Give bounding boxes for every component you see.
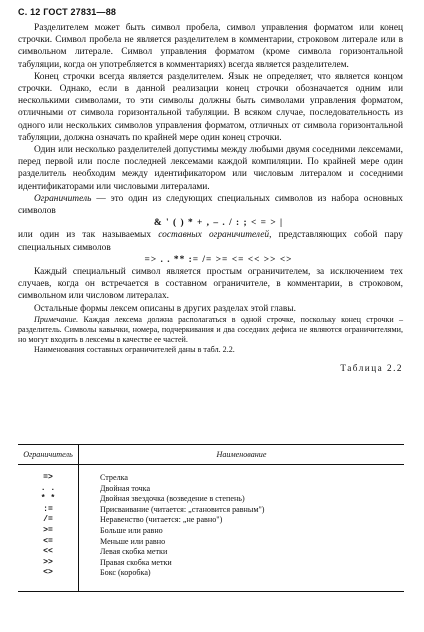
delimiter-name: Меньше или равно bbox=[100, 536, 166, 546]
delimiter-symbol: * * bbox=[18, 494, 79, 505]
column-header-delimiter: Ограничитель bbox=[18, 445, 79, 465]
compound-delimiters-line: => . . ** := /= >= <= << >> <> bbox=[144, 254, 293, 265]
table-row bbox=[18, 568, 404, 579]
document-body bbox=[18, 22, 403, 374]
paragraph-line-end: Конец строчки всегда является разделителем. Язык не определяет, что является концом строчки. Однако, если в данной реализации конец строчки обозначается одним или несколькими символами, то эти символы должны быть символами управления форматом, отличными от символа горизонтальной табуляции. В всяком случае, последовательность из одного или нескольких символов управления форматом, отличных от символа горизонтальной табуляции, должна означать по крайней мере один конец строчки. bbox=[18, 71, 403, 143]
paragraph-simple-delimiter-rule: Каждый специальный символ является простым ограничителем, за исключением тех случаев, когда он встречается в составном ограничителе, в комментарии, в строковом, символьном или числовом литералах. bbox=[18, 267, 403, 302]
table-header-row bbox=[18, 445, 404, 465]
table-row bbox=[18, 526, 404, 537]
delimiter-symbol: <= bbox=[18, 537, 79, 548]
delimiter-name: Двойная точка bbox=[100, 483, 151, 493]
paragraph-other-forms: Остальные формы лексем описаны в других разделах этой главы. bbox=[34, 303, 296, 314]
term-delimiter: Ограничитель bbox=[34, 193, 92, 204]
delimiter-name: Правая скобка метки bbox=[100, 557, 172, 567]
table-row bbox=[18, 515, 404, 526]
delimiter-name: Присваивание (читается: „становится равным") bbox=[100, 504, 265, 514]
table-intro: Наименования составных ограничителей даны в табл. 2.2. bbox=[34, 345, 235, 355]
compound-intro-start: или один из так называемых bbox=[18, 230, 159, 241]
simple-delimiters-line: & ' ( ) * + , – . / : ; < = > | bbox=[153, 218, 284, 229]
delimiter-name: Левая скобка метки bbox=[100, 547, 168, 557]
delimiter-symbol: => bbox=[18, 473, 79, 484]
table-row bbox=[18, 537, 404, 548]
delimiter-name: Неравенство (читается: „не равно") bbox=[100, 515, 223, 525]
note-label: Примечание. bbox=[34, 314, 79, 324]
paragraph-separators: Разделителем может быть символ пробела, символ управления форматом или конец строчки. Символ пробела не является разделителем в комментарии, строковом литерале или в символьном литерале. Символ управления форматом (кроме символа горизонтальной табуляции, когда он употребляется в комментариях) всегда является разделителем. bbox=[18, 23, 403, 70]
delimiter-symbol: >= bbox=[18, 526, 79, 537]
term-compound-delimiters: составных ограничителей bbox=[158, 230, 270, 241]
compound-intro-end: , представляющих собой пару специальных символов bbox=[18, 230, 403, 253]
paragraph-delimiter-definition bbox=[18, 193, 403, 217]
compound-delimiters-table bbox=[18, 444, 404, 592]
table-row bbox=[18, 494, 404, 505]
column-header-name: Наименование bbox=[79, 445, 405, 465]
delimiter-symbol: /= bbox=[18, 515, 79, 526]
table-caption: Таблица 2.2 bbox=[340, 362, 403, 373]
delimiter-definition-text: — это один из следующих специальных символов из набора основных символов bbox=[18, 193, 403, 217]
delimiter-name: Бокс (коробка) bbox=[100, 568, 151, 578]
delimiter-symbol: <> bbox=[18, 568, 79, 579]
table-row bbox=[18, 484, 404, 495]
table-row bbox=[18, 547, 404, 558]
table-row bbox=[18, 558, 404, 569]
table-row bbox=[18, 505, 404, 516]
delimiter-symbol: := bbox=[18, 505, 79, 516]
table-row bbox=[18, 473, 404, 484]
paragraph-between-lexemes: Один или несколько разделителей допустимы между любыми двумя соседними лексемами, перед первой или после последней лексемами каждой компиляции. По крайней мере один разделитель необходим между идентификатором или числовым литералом и соседними идентификаторами или числовыми литералами. bbox=[18, 145, 403, 192]
delimiter-symbol: << bbox=[18, 547, 79, 558]
delimiter-symbol: >> bbox=[18, 558, 79, 569]
note-text: Каждая лексема должна располагаться в одной строчке, поскольку конец строчки – разделитель. Символы кавычки, номера, подчеркивания и два соседних дефиса не являются ограничителями, но могут входить в лексемы в качестве ее частей. bbox=[18, 314, 403, 345]
delimiter-name: Стрелка bbox=[100, 473, 129, 482]
note-block bbox=[18, 315, 403, 346]
delimiter-name: Больше или равно bbox=[100, 525, 163, 535]
page-header: С. 12 ГОСТ 27831—88 bbox=[18, 7, 117, 17]
delimiter-symbol: . . bbox=[18, 484, 79, 495]
paragraph-compound-delimiters bbox=[18, 229, 403, 253]
delimiter-name: Двойная звездочка (возведение в степень) bbox=[100, 494, 245, 504]
